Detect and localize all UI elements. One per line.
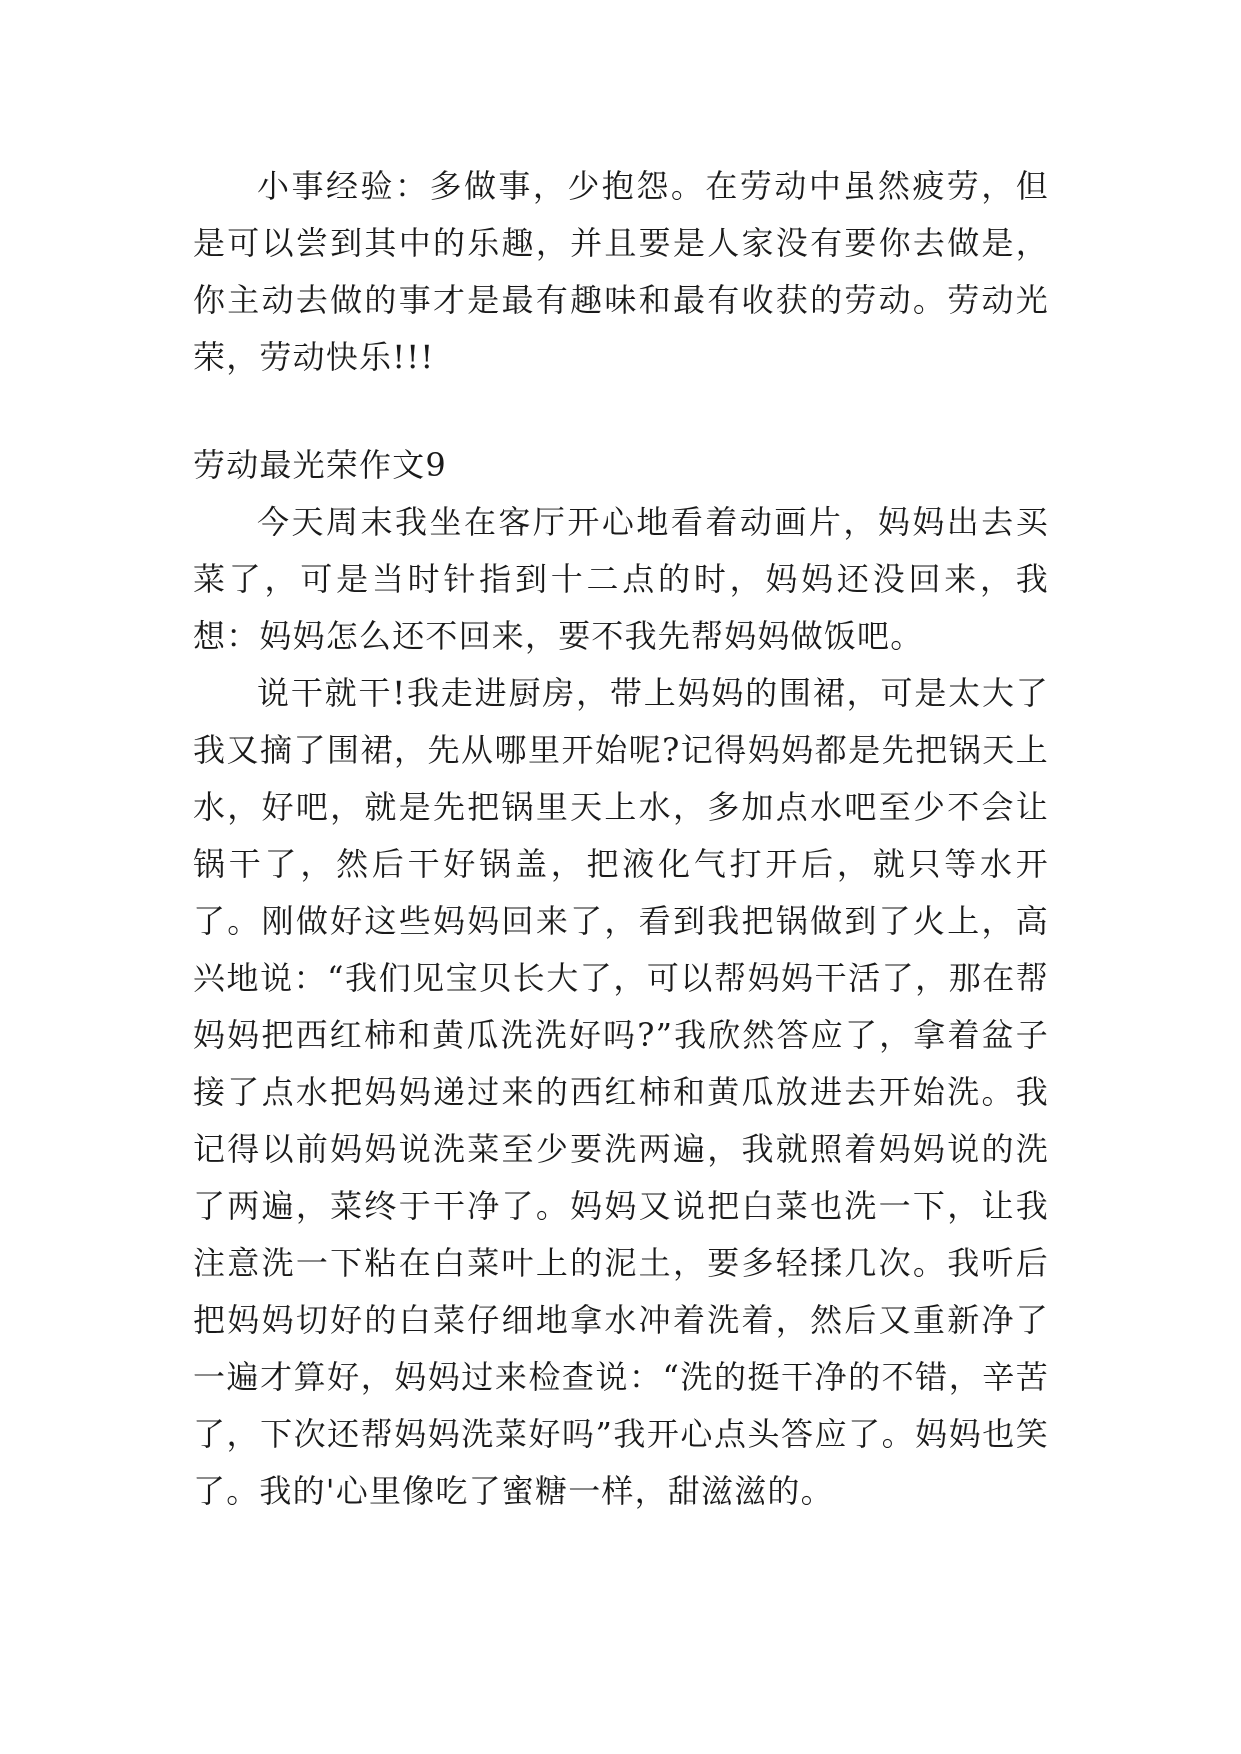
- body-paragraph-2: 说干就干!我走进厨房，带上妈妈的围裙，可是太大了我又摘了围裙，先从哪里开始呢?记得妈妈都是先把锅天上水，好吧，就是先把锅里天上水，多加点水吧至少不会让锅干了，然后干好锅盖，把液化气打开后，就只等水开了。刚做好这些妈妈回来了，看到我把锅做到了火上，高兴地说：“我们见宝贝长大了，可以帮妈妈干活了，那在帮妈妈把西红柿和黄瓜洗洗好吗?”我欣然答应了，拿着盆子接了点水把妈妈递过来的西红柿和黄瓜放进去开始洗。我记得以前妈妈说洗菜至少要洗两遍，我就照着妈妈说的洗了两遍，菜终于干净了。妈妈又说把白菜也洗一下，让我注意洗一下粘在白菜叶上的泥土，要多轻揉几次。我听后把妈妈切好的白菜仔细地拿水冲着洗着，然后又重新净了一遍才算好，妈妈过来检查说：“洗的挺干净的不错，辛苦了，下次还帮妈妈洗菜好吗”我开心点头答应了。妈妈也笑了。我的'心里像吃了蜜糖一样，甜滋滋的。: [193, 674, 1049, 1510]
- intro-paragraph: 小事经验：多做事，少抱怨。在劳动中虽然疲劳，但是可以尝到其中的乐趣，并且要是人家没有要你去做是，你主动去做的事才是最有趣味和最有收获的劳动。劳动光荣，劳动快乐!!!: [193, 167, 1049, 376]
- section-spacer: [193, 386, 1049, 437]
- document-page: [193, 158, 1049, 1520]
- body-paragraph-1: 今天周末我坐在客厅开心地看着动画片，妈妈出去买菜了，可是当时针指到十二点的时，妈妈还没回来，我想：妈妈怎么还不回来，要不我先帮妈妈做饭吧。: [193, 503, 1049, 655]
- section-title: 劳动最光荣作文9: [193, 446, 447, 484]
